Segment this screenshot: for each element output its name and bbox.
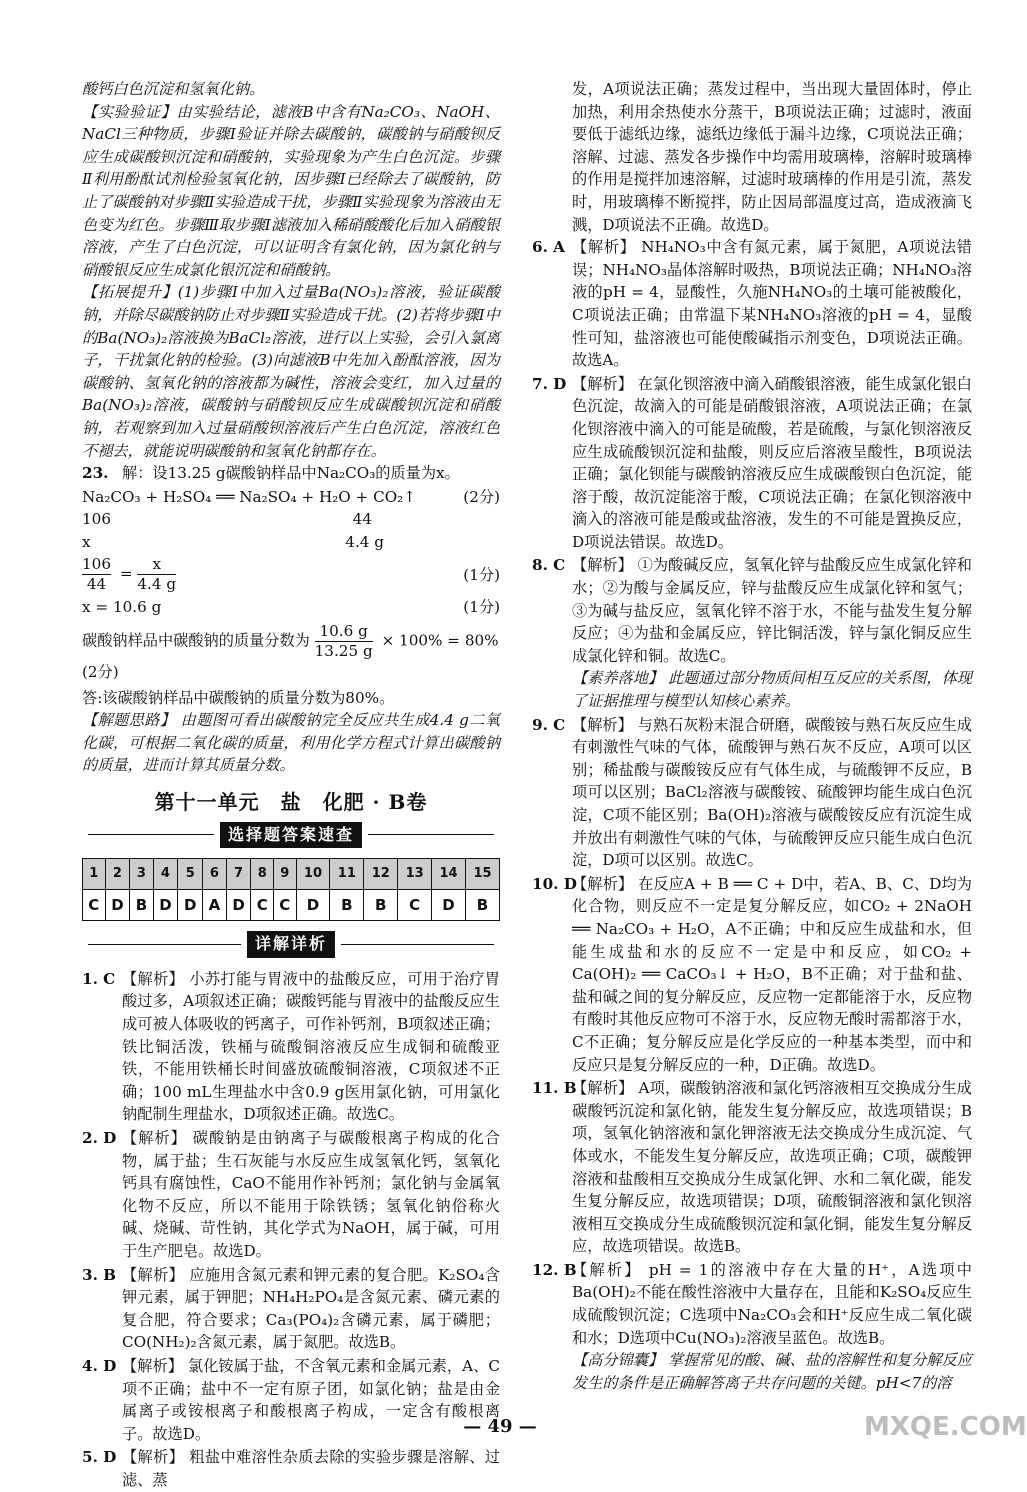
answer-table-question-number: 11	[330, 859, 364, 890]
answer-table-answer: B	[330, 890, 364, 921]
question-11: 11. B 【解析】 A项，碳酸钠溶液和氯化钙溶液相互交换成分生成碳酸钙沉淀和氯化钠，能发生复分解反应，故选项错误；B项，氢氧化钠溶液和氯化钾溶液无法交换成分生成沉淀、气体或水，不能发生复分解反应，故选项正确；C项，碳酸钾溶液和盐酸相互交换成分生成氯化钾、水和二氧化碳，能发生复分解反应，故选项错误；D项，硫酸铜溶液和氯化钡溶液相互交换成分生成硫酸钡沉淀和氯化铜，能发生复分解反应，故选项错误。故选B。	[532, 1079, 972, 1256]
unknown-x: x	[82, 532, 91, 551]
answer-table-header-row	[83, 859, 500, 890]
answer-table-question-number: 4	[153, 859, 178, 890]
question-4: 4. D 【解析】 氯化铵属于盐，不含氧元素和金属元素，A、C项不正确；盐中不一定有原子团，如氯化钠；盐是由金属离子或铵根离子和酸根离子构成，一定含有酸根离子。故选D。	[82, 1356, 500, 1443]
answer-table-answer-row	[83, 890, 500, 921]
answer-table-answer: C	[251, 890, 274, 921]
question-5: 5. D 【解析】 粗盐中难溶性杂质去除的实验步骤是溶解、过滤、蒸	[82, 1448, 500, 1489]
answer-table-answer: D	[432, 890, 466, 921]
chemical-equation: Na₂CO₃ + H₂SO₄ ══ Na₂SO₄ + H₂O + CO₂↑	[82, 487, 416, 506]
literacy-note: 【素养落地】 此题通过部分物质间相互反应的关系图，体现了证据推理与模型认知核心素养。	[572, 669, 972, 711]
tip-note: 【高分锦囊】 掌握常见的酸、碱、盐的溶解性和复分解反应发生的条件是正确解答离子共存问题的关键。pH<7的溶	[572, 1351, 972, 1392]
answer-table-answer: B	[130, 890, 153, 921]
percentage-fraction: $\frac{10.6 g}{13.25 g}$	[314, 622, 373, 661]
answer-table-question-number: 1	[83, 859, 106, 890]
result-x: x = 10.6 g	[82, 598, 162, 617]
answer-table-question-number: 6	[203, 859, 226, 890]
detailed-analysis-banner: 详解详析	[82, 931, 500, 958]
question-6: 6. A 【解析】 NH₄NO₃中含有氮元素，属于氮肥，A项说法错误；NH₄NO₃晶体溶解时吸热，B项说法正确；NH₄NO₃溶液的pH = 4，显酸性，久施NH₄NO₃的土壤可能被酸化，C项说法正确；由常温下某NH₄NO₃溶液的pH = 4，显酸性可知，盐溶液也可能使酸碱指示剂变色，D项说法正确。故选A。	[532, 238, 972, 370]
q23-calculation	[82, 486, 500, 777]
answer-table-answer: A	[203, 890, 226, 921]
answer-table-question-number: 12	[364, 859, 398, 890]
answer-table-answer: D	[105, 890, 130, 921]
answer-table-question-number: 3	[130, 859, 153, 890]
answer-table-question-number: 14	[432, 859, 466, 890]
percentage-row: 碳酸钠样品中碳酸钠的质量分数为 $\frac{10.6 g}{13.25 g}$ × 100% = 80% (2分)	[82, 622, 499, 682]
question-8: 8. C 【解析】 ①为酸碱反应，氢氧化锌与盐酸反应生成氯化锌和水；②为酸与金属反应，锌与盐酸反应生成氯化锌和氢气；③为碱与盐反应，氢氧化锌不溶于水，不能与盐发生复分解反应；④为盐和金属反应，锌比铜活泼，锌与氯化铜反应生成氯化锌和铜。故选C。 【素养落地】 此题通过部分物质间相互反应的关系图，体现了证据推理与模型认知核心素养。	[532, 554, 972, 712]
question-3: 3. B 【解析】 应施用含氮元素和钾元素的复合肥。K₂SO₄含钾元素，属于钾肥；NH₄H₂PO₄是含氮元素、磷元素的复合肥，符合要求；Ca₃(PO₄)₂含磷元素，属于磷肥；CO(NH₂)₂含氮元素，属于氮肥。故选B。	[82, 1265, 500, 1352]
answer-table-answer: D	[296, 890, 330, 921]
solution-idea: 【解题思路】 由题图可看出碳酸钠完全反应共生成4.4 g二氧化碳，可根据二氧化碳的质量，利用化学方程式计算出碳酸钠的质量，进而计算其质量分数。	[82, 711, 500, 775]
right-column	[532, 78, 972, 1395]
answer-table-question-number: 9	[274, 859, 297, 890]
answer-table-answer: B	[364, 890, 398, 921]
answer-table	[82, 858, 500, 921]
molar-mass-row	[82, 508, 372, 531]
answer-table-question-number: 2	[105, 859, 130, 890]
question-number: 23.	[82, 464, 109, 483]
answer-table-question-number: 13	[398, 859, 432, 890]
question-1: 1. C 【解析】 小苏打能与胃液中的盐酸反应，可用于治疗胃酸过多，A项叙述正确；碳酸钙能与胃液中的盐酸反应生成可被人体吸收的钙离子，可作补钙剂，B项叙述正确；铁比铜活泼，铁桶与硫酸铜溶液反应生成铜和硫酸亚铁，不能用铁桶长时间盛放硫酸铜溶液，C项叙述不正确；100 mL生理盐水中含0.9 g医用氯化钠，可用氯化钠配制生理盐水，D项叙述正确。故选C。	[82, 969, 500, 1124]
score-label: (2分)	[463, 487, 500, 506]
intro-text: 酸钙白色沉淀和氢氧化钠。	[82, 80, 265, 98]
unknown-row	[82, 531, 384, 554]
answer-table-answer: B	[465, 890, 499, 921]
unit-title: 第十一单元 盐 化肥 · B卷	[154, 790, 428, 815]
watermark-logo: MXQE.COM	[864, 1412, 1027, 1442]
question-23	[82, 462, 500, 485]
answer-table-answer: D	[226, 890, 251, 921]
ratio-row: $\frac{106}{44}$ = $\frac{x}{4.4 g}$ (1分)	[82, 555, 500, 594]
answer-table-answer: C	[83, 890, 106, 921]
answer-table-answer: C	[274, 890, 297, 921]
left-column	[82, 78, 500, 1492]
question-7: 7. D 【解析】 在氯化钡溶液中滴入硝酸银溶液，能生成氯化银白色沉淀，故滴入的可能是硝酸银溶液，A项说法正确；在氯化钡溶液中滴入的可能是硫酸，若是硫酸，与氯化钡溶液反应生成硫酸钡沉淀和盐酸，则反应后溶液呈酸性，B项说法正确；氯化钡能与碳酸钠溶液反应生成碳酸钡白色沉淀，能溶于酸，故沉淀能溶于酸，C项说法正确；在氯化钡溶液中滴入的溶液可能是酸或盐溶液，发生的不可能是置换反应，D项说法错误。故选D。	[532, 374, 972, 551]
answer-table-answer: D	[153, 890, 178, 921]
answer-quick-check-banner: 选择题答案速查	[82, 822, 500, 849]
q23-lead: 解：设13.25 g碳酸钠样品中Na₂CO₃的质量为x。	[122, 464, 460, 483]
answer-table-question-number: 5	[178, 859, 203, 890]
question-9: 9. C 【解析】 与熟石灰粉末混合研磨，碳酸铵与熟石灰反应生成有刺激性气味的气体，硫酸钾与熟石灰不反应，A项可以区别；稀盐酸与碳酸铵反应有气体生成，与硫酸钾不反应，B项可以区别；BaCl₂溶液与碳酸铵、硫酸钾均能生成白色沉淀，C项不能区别；Ba(OH)₂溶液与碳酸铵反应有沉淀生成并放出有刺激性气味的气体，与硫酸钾反应只能生成白色沉淀，D项可以区别。故选C。	[532, 715, 972, 870]
question-5-continued: 发，A项说法正确；蒸发过程中，当出现大量固体时，停止加热，利用余热使水分蒸干，B项说法正确；过滤时，液面要低于滤纸边缘，滤纸边缘低于漏斗边缘，C项说法正确；溶解、过滤、蒸发各步操作中均需用玻璃棒，溶解时玻璃棒的作用是搅拌加速溶解，过滤时玻璃棒的作用是引流，蒸发时，用玻璃棒不断搅拌，防止因局部温度过高，造成液滴飞溅，D项说法不正确。故选D。	[572, 80, 972, 234]
question-2: 2. D 【解析】 碳酸钠是由钠离子与碳酸根离子构成的化合物，属于盐；生石灰能与水反应生成氢氧化钙，氢氧化钙具有腐蚀性，CaO不能用作补钙剂；氯化钠与金属氧化物不反应，所以不能用于除铁锈；氢氧化钠俗称火碱、烧碱、苛性钠，其化学式为NaOH，属于碱，可用于生产肥皂。故选D。	[82, 1128, 500, 1260]
experiment-verify-text: 【实验验证】由实验结论，滤液B中含有Na₂CO₃、NaOH、NaCl三种物质，步骤Ⅰ验证并除去碳酸钠，碳酸钠与硝酸钡反应生成碳酸钡沉淀和硝酸钠，实验现象为产生白色沉淀。步骤Ⅱ利用酚酞试剂检验氢氧化钠，因步骤Ⅰ已经除去了碳酸钠，防止了碳酸钠对步骤Ⅱ实验造成干扰，步骤Ⅱ实验现象为溶液由无色变为红色。步骤Ⅲ取步骤Ⅰ滤液加入稀硝酸酸化后加入硝酸银溶液，产生了白色沉淀，可以证明含有氯化钠，因为氯化钠与硝酸银反应生成氯化银沉淀和硝酸钠。	[82, 102, 500, 279]
answer-table-question-number: 10	[296, 859, 330, 890]
extend-text: 【拓展提升】(1)步骤Ⅰ中加入过量Ba(NO₃)₂溶液，验证碳酸钠，并除尽碳酸钠防止对步骤Ⅱ实验造成干扰。(2)若将步骤Ⅰ中的Ba(NO₃)₂溶液换为BaCl₂溶液，进行以上实验，会引入氯离子，干扰氯化钠的检验。(3)向滤液B中先加入酚酞溶液，因为碳酸钠、氢氧化钠的溶液都为碱性，溶液会变红，加入过量的Ba(NO₃)₂溶液，碳酸钠与硝酸钡反应生成碳酸钡沉淀和硝酸钠，若观察到加入过量硝酸钡溶液后产生白色沉淀，溶液红色不褪去，就能说明碳酸钠和氢氧化钠都存在。	[82, 283, 500, 460]
page-number: — 49 —	[463, 1416, 537, 1437]
answer-text: 答:该碳酸钠样品中碳酸钠的质量分数为80%。	[82, 688, 395, 707]
chemical-equation-row	[82, 486, 500, 509]
fraction-left: $\frac{106}{44}$	[82, 555, 111, 594]
answer-table-answer: C	[398, 890, 432, 921]
molar-mass-1: 106	[82, 510, 111, 529]
question-12: 12. B 【解析】 pH = 1的溶液中存在大量的H⁺，A选项中Ba(OH)₂不能在酸性溶液中大量存在，且能和K₂SO₄反应生成硫酸钡沉淀；C选项中Na₂CO₃会和H⁺反应生成二氧化碳和水；D选项中Cu(NO₃)₂溶液呈蓝色。故选B。 【高分锦囊】 掌握常见的酸、碱、盐的溶解性和复分解反应发生的条件是正确解答离子共存问题的关键。pH<7的溶	[532, 1259, 972, 1395]
fraction-right: $\frac{x}{4.4 g}$	[137, 555, 177, 594]
answer-table-question-number: 7	[226, 859, 251, 890]
result-row	[82, 596, 500, 619]
molar-mass-2: 44	[352, 510, 372, 529]
known-mass: 4.4 g	[345, 532, 384, 551]
answer-table-answer: D	[178, 890, 203, 921]
question-10: 10. D 【解析】 在反应A + B ══ C + D中，若A、B、C、D均为化合物，则反应不一定是复分解反应，如CO₂ + 2NaOH ══ Na₂CO₃ + H₂O，A不正确；中和反应生成盐和水，但能生成盐和水的反应不一定是中和反应，如CO₂ + Ca(OH)₂ ══ CaCO₃↓ + H₂O，B不正确；对于盐和盐、盐和碱之间的复分解反应，反应物一定都能溶于水，反应物有酸时其他反应物可不溶于水，反应物无酸时需都溶于水，C不正确；复分解反应是化学反应的一种基本类型，而中和反应只是复分解反应的一种，D正确。故选D。	[532, 874, 972, 1074]
score-label: (1分)	[463, 598, 500, 617]
answer-table-question-number: 8	[251, 859, 274, 890]
answer-table-question-number: 15	[465, 859, 499, 890]
score-label: (1分)	[463, 565, 500, 584]
